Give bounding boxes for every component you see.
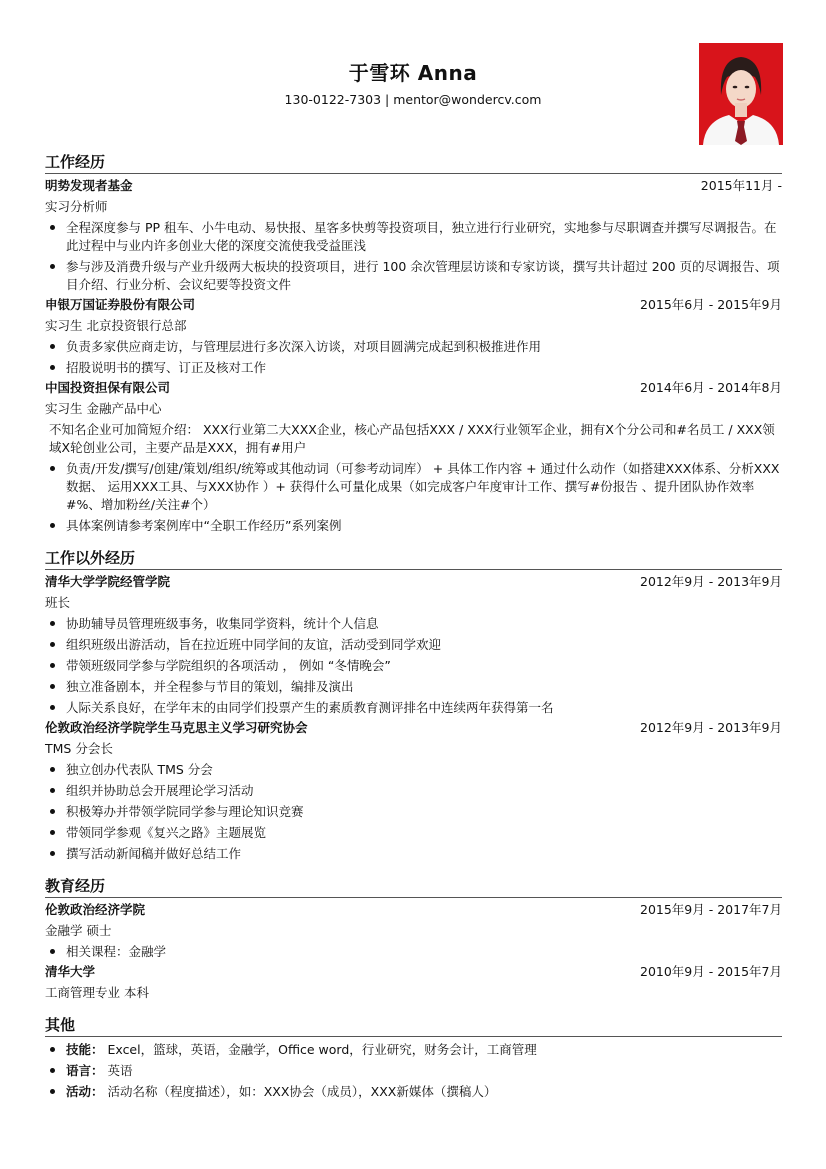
item-label: 活动： [66, 1083, 104, 1099]
section-title: 工作经历 [45, 150, 782, 174]
candidate-name: 于雪环 Anna [348, 61, 478, 85]
role: 实习生 金融产品中心 [45, 400, 162, 416]
degree: 工商管理专业 本科 [45, 984, 149, 1000]
list-item: 独立创办代表队 TMS 分会 [66, 759, 782, 780]
work-entry [45, 378, 782, 536]
section-title: 其他 [45, 1013, 782, 1037]
portrait-icon [699, 43, 783, 145]
list-item: 撰写活动新闻稿并做好总结工作 [66, 843, 782, 864]
list-item: 招股说明书的撰写、订正及核对工作 [66, 357, 782, 378]
education-entry [45, 962, 782, 1003]
date-range: 2015年9月 - 2017年7月 [640, 902, 782, 917]
list-item: 积极筹办并带领学院同学参与理论知识竞赛 [66, 801, 782, 822]
role: 实习分析师 [45, 198, 108, 214]
date-range: 2010年9月 - 2015年7月 [640, 964, 782, 979]
section-other [45, 1013, 782, 1102]
organization: 申银万国证券股份有限公司 [45, 297, 196, 312]
item-label: 语言： [66, 1062, 104, 1078]
organization: 清华大学学院经管学院 [45, 574, 171, 589]
item-text: Excel，篮球，英语，金融学，Office word，行业研究，财务会计，工商管理 [103, 1041, 537, 1057]
school: 清华大学 [45, 964, 96, 979]
activity-entry [45, 718, 782, 864]
date-range: 2015年11月 - [700, 178, 782, 193]
list-item: 负责/开发/撰写/创建/策划/组织/统筹或其他动词（可参考动词库） + 具体工作内容 + 通过什么动作（如搭建XXX体系、分析XXX数据、 运用XXX工具、与XXX协作 ）+ 获得什么可量化成果（如完成客户年度审计工作、撰写#份报告 、提升团队协作效率#%、增加粉丝/关注#个） [66, 458, 782, 515]
education-entry [45, 900, 782, 962]
list-item: 带领同学参观《复兴之路》主题展览 [66, 822, 782, 843]
section-title: 教育经历 [45, 874, 782, 898]
profile-photo [699, 43, 783, 145]
role: 实习生 北京投资银行总部 [45, 317, 187, 333]
skills-item [66, 1039, 782, 1060]
role: TMS 分会长 [45, 740, 113, 756]
list-item: 人际关系良好，在学年末的由同学们投票产生的素质教育测评排名中连续两年获得第一名 [66, 697, 782, 718]
company-description: 不知名企业可加简短介绍： XXX行业第二大XXX企业，核心产品包括XXX / XXX行业领军企业，拥有X个分公司和#名员工 / XXX领域X轮创业公司，主要产品是XXX，拥有#用户 [49, 421, 775, 455]
date-range: 2015年6月 - 2015年9月 [640, 297, 782, 312]
work-entry [45, 176, 782, 295]
section-work-experience [45, 150, 782, 536]
section-education [45, 874, 782, 1003]
list-item: 带领班级同学参与学院组织的各项活动 ， 例如 “冬情晚会” [66, 655, 782, 676]
list-item: 独立准备剧本，并全程参与节目的策划，编排及演出 [66, 676, 782, 697]
item-text: 活动名称（程度描述），如：XXX协会（成员），XXX新媒体（撰稿人） [103, 1083, 497, 1099]
activity-item [66, 1081, 782, 1102]
list-item: 参与涉及消费升级与产业升级两大板块的投资项目，进行 100 余次管理层访谈和专家访谈，撰写共计超过 200 页的尽调报告、项目介绍、行业分析、会议纪要等投资文件 [66, 256, 782, 295]
contact-info: 130-0122-7303 | mentor@wondercv.com [284, 92, 542, 107]
school: 伦敦政治经济学院 [45, 902, 146, 917]
organization: 中国投资担保有限公司 [45, 380, 171, 395]
degree: 金融学 硕士 [45, 922, 112, 938]
item-label: 技能： [66, 1041, 104, 1057]
list-item: 组织并协助总会开展理论学习活动 [66, 780, 782, 801]
organization: 明势发现者基金 [45, 178, 133, 193]
list-item: 全程深度参与 PP 租车、小牛电动、易快报、星客多快剪等投资项目，独立进行行业研究，实地参与尽职调查并撰写尽调报告。在此过程中与业内许多创业大佬的深度交流使我受益匪浅 [66, 217, 782, 256]
list-item: 协助辅导员管理班级事务，收集同学资料，统计个人信息 [66, 613, 782, 634]
list-item: 负责多家供应商走访，与管理层进行多次深入访谈，对项目圆满完成起到积极推进作用 [66, 336, 782, 357]
list-item: 组织班级出游活动，旨在拉近班中同学间的友谊，活动受到同学欢迎 [66, 634, 782, 655]
section-title: 工作以外经历 [45, 546, 782, 570]
role: 班长 [45, 594, 71, 610]
list-item: 具体案例请参考案例库中“全职工作经历”系列案例 [66, 515, 782, 536]
list-item: 相关课程：金融学 [66, 941, 782, 962]
organization: 伦敦政治经济学院学生马克思主义学习研究协会 [45, 720, 308, 735]
item-text: 英语 [103, 1062, 133, 1078]
section-extracurricular [45, 546, 782, 864]
language-item [66, 1060, 782, 1081]
work-entry [45, 295, 782, 378]
date-range: 2012年9月 - 2013年9月 [640, 720, 782, 735]
date-range: 2012年9月 - 2013年9月 [640, 574, 782, 589]
resume-body [45, 150, 782, 1102]
activity-entry [45, 572, 782, 718]
date-range: 2014年6月 - 2014年8月 [640, 380, 782, 395]
